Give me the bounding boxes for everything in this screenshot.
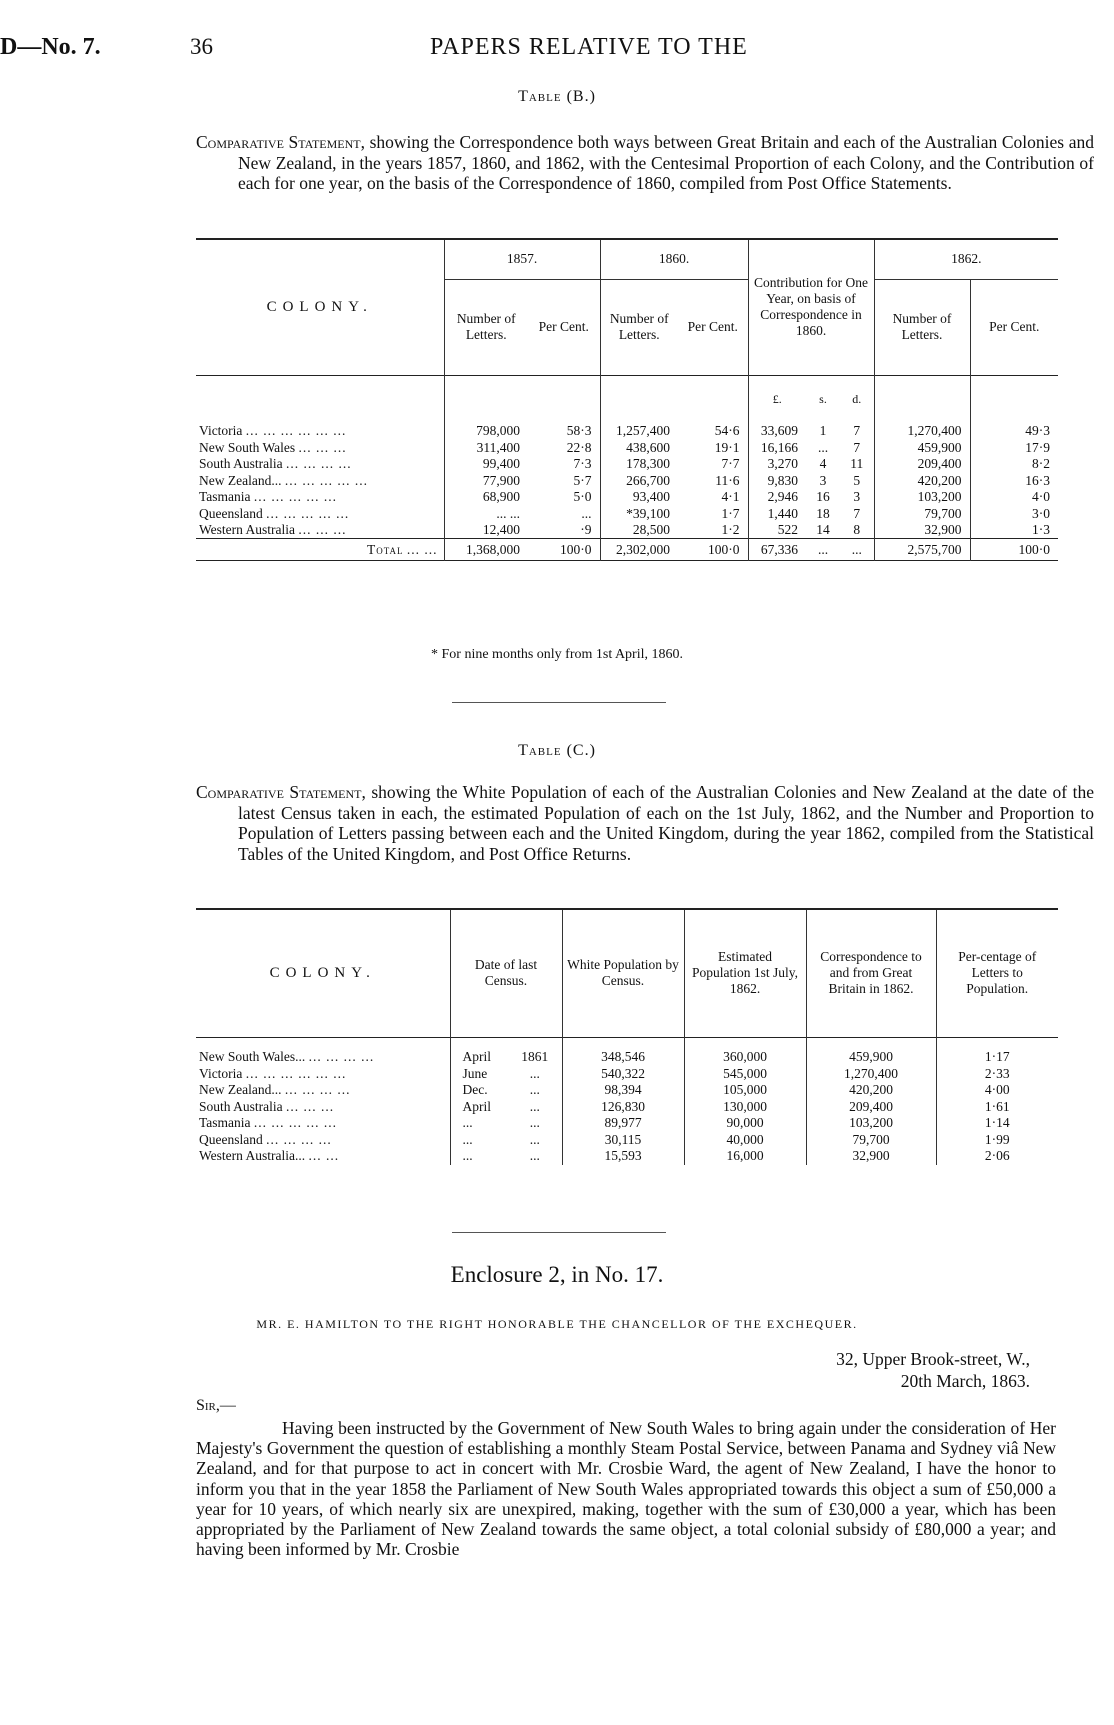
colony-name-cell — [196, 1132, 450, 1149]
colony-name-cell — [196, 456, 444, 473]
total-percent-1857: 100·0 — [560, 541, 592, 557]
colony-name-cell — [196, 473, 444, 490]
table-b-grid — [196, 238, 1058, 561]
census-year: ... — [529, 1115, 540, 1131]
contribution-pounds: 33,609 — [748, 423, 806, 440]
letters-1862: 459,900 — [874, 440, 970, 457]
total-percent-1860: 100·0 — [708, 541, 740, 557]
table-c-row — [196, 1148, 1058, 1165]
colony-name-cell — [196, 1066, 450, 1083]
leader-dots: ... ... ... ... ... — [253, 1115, 338, 1131]
table-c-row — [196, 1115, 1058, 1132]
colony-name-cell — [196, 1082, 450, 1099]
percent-1860: 4·1 — [721, 489, 740, 505]
table-b-colony-heading: COLONY. — [266, 298, 373, 315]
census-month: April — [450, 1099, 508, 1116]
contribution-shillings: 16 — [816, 489, 830, 505]
letters-percentage: 2·33 — [936, 1066, 1058, 1083]
currency-shillings: s. — [819, 391, 827, 406]
percent-1857: 22·8 — [566, 439, 592, 455]
letters-1860: 266,700 — [600, 473, 678, 490]
percent-1860: 19·1 — [714, 439, 740, 455]
letter-heading: MR. E. HAMILTON TO THE RIGHT HONORABLE THE CHANCELLOR OF THE EXCHEQUER. — [256, 1317, 858, 1331]
leader-dots: ... ... — [308, 1148, 340, 1164]
percent-1860: 1·7 — [721, 505, 740, 521]
table-c-percentage-heading: Per-centage of Letters to Population. — [936, 909, 1058, 1037]
estimated-population: 40,000 — [684, 1132, 806, 1149]
table-c-colony-heading: COLONY. — [269, 964, 376, 981]
leader-dots: ... ... ... ... — [266, 1131, 332, 1147]
table-c-estimated-heading: Estimated Population 1st July, 1862. — [684, 909, 806, 1037]
white-population: 89,977 — [562, 1115, 684, 1132]
divider — [452, 702, 666, 703]
table-b-year-1860: 1860. — [600, 239, 748, 279]
colony-name: Victoria — [199, 423, 243, 439]
page-number: 36 — [190, 34, 213, 59]
letters-1862: 79,700 — [874, 506, 970, 523]
leader-dots: ... ... ... ... — [284, 1082, 351, 1098]
table-b-percent-heading-1860: Per Cent. — [678, 279, 748, 375]
letters-percentage: 1·99 — [936, 1132, 1058, 1149]
estimated-population: 16,000 — [684, 1148, 806, 1165]
letters-1857: 99,400 — [444, 456, 528, 473]
letters-1857: 798,000 — [444, 423, 528, 440]
colony-name-cell — [196, 1049, 450, 1066]
table-c-date-heading: Date of last Census. — [450, 909, 562, 1037]
letters-1862: 32,900 — [874, 522, 970, 539]
percent-1857: 5·7 — [573, 472, 592, 488]
enclosure-title: Enclosure 2, in No. 17. — [450, 1262, 664, 1287]
colony-name: Tasmania — [199, 1115, 251, 1131]
correspondence-1862: 103,200 — [806, 1115, 936, 1132]
percent-1857: ... — [581, 505, 592, 521]
table-b-year-1857: 1857. — [444, 239, 600, 279]
letters-1857: ... ... — [444, 506, 528, 523]
colony-name-cell — [196, 423, 444, 440]
table-b-row — [196, 456, 1058, 473]
table-c-row — [196, 1049, 1058, 1066]
colony-name: Tasmania — [199, 489, 251, 505]
letters-1860: 438,600 — [600, 440, 678, 457]
document-number: D—No. 7. — [0, 34, 101, 60]
colony-name: New South Wales... — [199, 1049, 306, 1065]
letters-1862: 103,200 — [874, 489, 970, 506]
leader-dots: ... ... ... — [298, 439, 347, 455]
table-b-year-1862: 1862. — [874, 239, 1058, 279]
letters-1860: 93,400 — [600, 489, 678, 506]
table-b-row — [196, 440, 1058, 457]
letters-1862: 209,400 — [874, 456, 970, 473]
contribution-shillings: 4 — [819, 456, 827, 472]
letters-1857: 311,400 — [444, 440, 528, 457]
white-population: 348,546 — [562, 1049, 684, 1066]
colony-name: Queensland — [199, 1131, 263, 1147]
estimated-population: 130,000 — [684, 1099, 806, 1116]
letters-1860: *39,100 — [600, 506, 678, 523]
percent-1862: 3·0 — [970, 506, 1058, 523]
table-c-grid — [196, 908, 1058, 1165]
colony-name: Western Australia... — [199, 1148, 306, 1164]
table-b-row — [196, 506, 1058, 523]
total-contribution-pence: ... — [851, 541, 862, 557]
table-b-number-heading-1862: Number of Letters. — [874, 279, 970, 375]
percent-1860: 11·6 — [715, 472, 740, 488]
letters-percentage: 2·06 — [936, 1148, 1058, 1165]
leader-dots: ... ... — [406, 541, 438, 557]
letters-1857: 12,400 — [444, 522, 528, 539]
percent-1857: ·9 — [580, 522, 592, 537]
total-contribution-shillings: ... — [817, 541, 829, 557]
letters-1857: 68,900 — [444, 489, 528, 506]
total-letters-1860: 2,302,000 — [600, 539, 678, 561]
total-percent-1862: 100·0 — [970, 539, 1058, 561]
table-b — [196, 238, 1058, 561]
contribution-pence: 7 — [853, 423, 861, 439]
salutation: Sir,— — [196, 1397, 236, 1414]
percent-1860: 1·2 — [721, 522, 740, 537]
letter-address — [836, 1348, 1030, 1392]
table-b-row — [196, 473, 1058, 490]
letters-1857: 77,900 — [444, 473, 528, 490]
letters-1862: 420,200 — [874, 473, 970, 490]
contribution-pounds: 9,830 — [748, 473, 806, 490]
table-c-row — [196, 1066, 1058, 1083]
estimated-population: 90,000 — [684, 1115, 806, 1132]
table-c-correspondence-heading: Correspondence to and from Great Britain in 1862. — [806, 909, 936, 1037]
table-b-row — [196, 489, 1058, 506]
table-c-title: Table (C.) — [518, 742, 596, 759]
contribution-pounds: 2,946 — [748, 489, 806, 506]
table-c-lead: Comparative Statement, — [196, 782, 366, 802]
table-c-row — [196, 1099, 1058, 1116]
estimated-population: 545,000 — [684, 1066, 806, 1083]
percent-1860: 54·6 — [714, 423, 740, 439]
colony-name-cell — [196, 1099, 450, 1116]
contribution-pence: 7 — [853, 439, 861, 455]
census-year: ... — [529, 1148, 540, 1164]
census-year: ... — [529, 1131, 540, 1147]
percent-1862: 1·3 — [970, 522, 1058, 539]
contribution-shillings: 18 — [816, 505, 830, 521]
total-contribution-pounds: 67,336 — [748, 539, 806, 561]
correspondence-1862: 420,200 — [806, 1082, 936, 1099]
colony-name: South Australia — [199, 1098, 283, 1114]
percent-1862: 17·9 — [970, 440, 1058, 457]
colony-name-cell — [196, 522, 444, 539]
table-b-contribution-heading: Contribution for One Year, on basis of Correspondence in 1860. — [748, 239, 874, 375]
currency-pounds: £. — [748, 375, 806, 423]
table-b-number-heading-1857: Number of Letters. — [444, 279, 528, 375]
leader-dots: ... ... ... ... — [308, 1049, 375, 1065]
colony-name-cell — [196, 489, 444, 506]
table-b-row — [196, 522, 1058, 539]
table-b-description-text: showing the Correspondence both ways between Great Britain and each of the Australian Colonies and New Zealand, in the years 1857, 1860, and 1862, with the Centesimal Proportion of each Colony, and the Contribution of each for one year, on the basis of the Correspondence of 1860, compiled from Post Office Statements. — [238, 132, 1094, 193]
table-b-row — [196, 423, 1058, 440]
colony-name: New Zealand... — [199, 1082, 282, 1098]
currency-pence: d. — [852, 391, 862, 406]
correspondence-1862: 32,900 — [806, 1148, 936, 1165]
total-letters-1862: 2,575,700 — [874, 539, 970, 561]
contribution-pence: 11 — [850, 456, 864, 472]
table-c-description — [196, 782, 1094, 864]
colony-name: Victoria — [199, 1065, 243, 1081]
table-c-description-text: showing the White Population of each of the Australian Colonies and New Zealand at the date of the latest Census taken in each, the estimated Population of each on the 1st July, 1862, and the Number and Proportion to Population of Letters passing between each and the United Kingdom, during the year 1862, compiled from the Statistical Tables of the United Kingdom, and Post Office Returns. — [238, 782, 1094, 864]
table-b-percent-heading-1857: Per Cent. — [528, 279, 600, 375]
table-b-title: Table (B.) — [518, 88, 596, 105]
colony-name: South Australia — [199, 456, 283, 472]
letters-1860: 178,300 — [600, 456, 678, 473]
contribution-pence: 8 — [853, 522, 861, 537]
letters-1860: 28,500 — [600, 522, 678, 539]
white-population: 98,394 — [562, 1082, 684, 1099]
correspondence-1862: 1,270,400 — [806, 1066, 936, 1083]
correspondence-1862: 79,700 — [806, 1132, 936, 1149]
table-b-total-row — [196, 539, 1058, 561]
leader-dots: ... ... ... ... — [286, 456, 352, 472]
census-month: ... — [450, 1148, 508, 1165]
colony-name: New Zealand... — [199, 472, 282, 488]
leader-dots: ... ... ... — [286, 1098, 335, 1114]
page-header — [0, 34, 1114, 64]
running-head: PAPERS RELATIVE TO THE — [430, 34, 748, 60]
percent-1862: 4·0 — [970, 489, 1058, 506]
colony-name-cell — [196, 506, 444, 523]
colony-name-cell — [196, 1115, 450, 1132]
leader-dots: ... ... ... ... ... ... — [245, 1065, 347, 1081]
contribution-shillings: 14 — [816, 522, 830, 537]
letters-1862: 1,270,400 — [874, 423, 970, 440]
address-line: 32, Upper Brook-street, W., — [836, 1349, 1030, 1369]
total-letters-1857: 1,368,000 — [444, 539, 528, 561]
percent-1862: 8·2 — [970, 456, 1058, 473]
table-c-white-heading: White Population by Census. — [562, 909, 684, 1037]
correspondence-1862: 209,400 — [806, 1099, 936, 1116]
census-month: ... — [450, 1132, 508, 1149]
percent-1857: 5·0 — [573, 489, 592, 505]
table-c-row — [196, 1082, 1058, 1099]
white-population: 540,322 — [562, 1066, 684, 1083]
census-month: June — [450, 1066, 508, 1083]
total-label-cell — [196, 539, 444, 561]
contribution-pounds: 3,270 — [748, 456, 806, 473]
total-label: Total — [366, 541, 404, 557]
white-population: 126,830 — [562, 1099, 684, 1116]
census-year: 1861 — [521, 1049, 549, 1065]
letters-percentage: 4·00 — [936, 1082, 1058, 1099]
table-b-number-heading-1860: Number of Letters. — [600, 279, 678, 375]
leader-dots: ... ... ... ... ... — [284, 472, 368, 488]
percent-1862: 49·3 — [970, 423, 1058, 440]
leader-dots: ... ... ... ... ... ... — [245, 423, 347, 439]
census-month: April — [450, 1049, 508, 1066]
census-year: ... — [529, 1082, 540, 1098]
table-b-lead: Comparative Statement, — [196, 132, 365, 152]
percent-1857: 7·3 — [573, 456, 592, 472]
table-c-row — [196, 1132, 1058, 1149]
contribution-pounds: 16,166 — [748, 440, 806, 457]
table-b-description — [196, 132, 1094, 194]
estimated-population: 360,000 — [684, 1049, 806, 1066]
leader-dots: ... ... ... ... ... — [253, 489, 338, 505]
colony-name-cell — [196, 440, 444, 457]
correspondence-1862: 459,900 — [806, 1049, 936, 1066]
census-year: ... — [529, 1065, 540, 1081]
white-population: 30,115 — [562, 1132, 684, 1149]
white-population: 15,593 — [562, 1148, 684, 1165]
letters-percentage: 1·14 — [936, 1115, 1058, 1132]
contribution-pounds: 522 — [748, 522, 806, 539]
census-month: Dec. — [450, 1082, 508, 1099]
leader-dots: ... ... ... — [298, 522, 347, 537]
percent-1862: 16·3 — [970, 473, 1058, 490]
census-year: ... — [529, 1098, 540, 1114]
letters-percentage: 1·17 — [936, 1049, 1058, 1066]
contribution-pence: 7 — [853, 505, 861, 521]
percent-1860: 7·7 — [721, 456, 740, 472]
contribution-pounds: 1,440 — [748, 506, 806, 523]
contribution-pence: 3 — [853, 489, 861, 505]
colony-name: Queensland — [199, 505, 263, 521]
colony-name: New South Wales — [199, 439, 296, 455]
divider — [452, 1232, 666, 1233]
leader-dots: ... ... ... ... ... — [266, 505, 350, 521]
contribution-shillings: ... — [817, 439, 829, 455]
contribution-pence: 5 — [853, 472, 861, 488]
contribution-shillings: 1 — [819, 423, 827, 439]
census-month: ... — [450, 1115, 508, 1132]
table-c — [196, 908, 1058, 1165]
contribution-shillings: 3 — [819, 472, 827, 488]
colony-name-cell — [196, 1148, 450, 1165]
letter-body: Having been instructed by the Government of New South Wales to bring again under the consideration of Her Majesty's Government the question of establishing a monthly Steam Postal Service, between Panama and Sydney viâ New Zealand, and for that purpose to act in concert with Mr. Crosbie Ward, the agent of New Zealand, I have the honor to inform you that in the year 1858 the Parliament of New South Wales appropriated towards this object a sum of £50,000 a year for 10 years, of which nearly six are unexpired, making, together with the sum of £30,000 a year, which has been appropriated by the Parliament of New Zealand towards the same object, a total colonial subsidy of £80,000 a year; and having been informed by Mr. Crosbie — [196, 1418, 1056, 1560]
letters-1860: 1,257,400 — [600, 423, 678, 440]
letters-percentage: 1·61 — [936, 1099, 1058, 1116]
percent-1857: 58·3 — [566, 423, 592, 439]
table-b-percent-heading-1862: Per Cent. — [970, 279, 1058, 375]
colony-name: Western Australia — [199, 522, 296, 537]
estimated-population: 105,000 — [684, 1082, 806, 1099]
table-b-footnote: * For nine months only from 1st April, 1860. — [431, 647, 683, 662]
letter-date: 20th March, 1863. — [900, 1371, 1030, 1391]
